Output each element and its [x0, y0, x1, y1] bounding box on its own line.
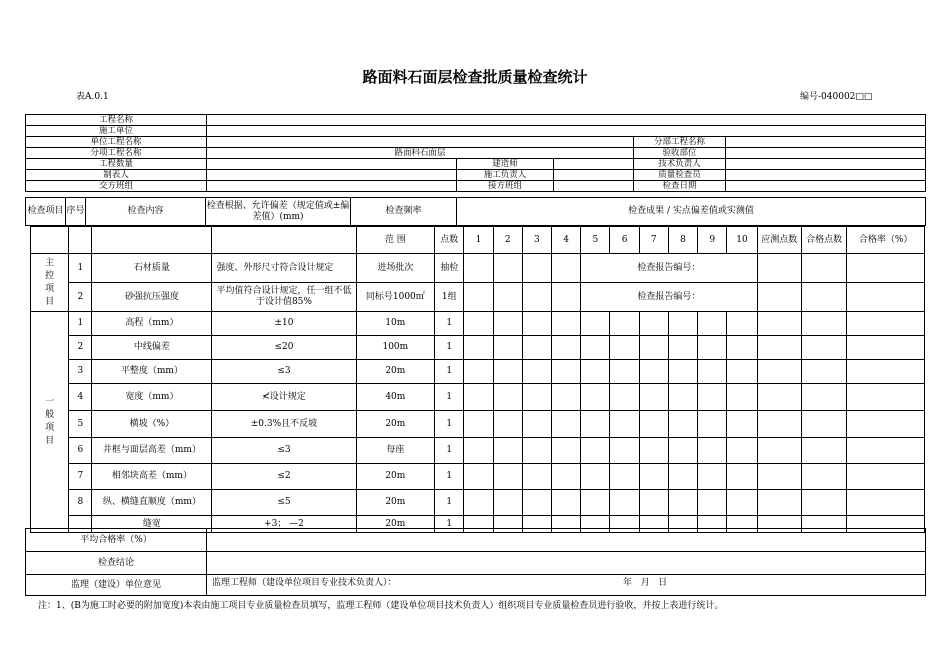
- builder-label: 建造师: [457, 159, 554, 170]
- result-cell[interactable]: [639, 360, 668, 384]
- result-cell[interactable]: [610, 464, 639, 490]
- result-cell[interactable]: [668, 360, 697, 384]
- result-cell[interactable]: [464, 336, 493, 360]
- item-basis: ±10: [212, 312, 356, 336]
- item-content: 石材质量: [92, 254, 212, 283]
- pass-points-cell[interactable]: [801, 384, 846, 411]
- tech-lead-value[interactable]: [726, 159, 926, 170]
- item-basis: ≤3: [212, 360, 356, 384]
- form-number: 表A.0.1: [76, 92, 109, 102]
- item-range: 每座: [356, 438, 435, 464]
- item-content: 砂强抗压强度: [92, 283, 212, 312]
- project-name-value[interactable]: [207, 115, 926, 126]
- result-cell[interactable]: [727, 490, 757, 516]
- pass-points-cell[interactable]: [801, 254, 846, 283]
- result-cell[interactable]: [552, 411, 581, 438]
- result-cell[interactable]: [698, 312, 727, 336]
- item-basis: ≤3: [212, 438, 356, 464]
- item-no: 7: [69, 464, 92, 490]
- construction-lead-value[interactable]: [554, 170, 634, 181]
- result-cell[interactable]: [727, 438, 757, 464]
- result-cell[interactable]: [464, 438, 493, 464]
- result-cell[interactable]: [610, 360, 639, 384]
- result-cell[interactable]: [581, 411, 610, 438]
- pass-points-cell[interactable]: [801, 464, 846, 490]
- sub-header-points: 点数: [435, 227, 464, 254]
- result-cell[interactable]: [552, 360, 581, 384]
- item-basis: +3； —2: [212, 516, 356, 533]
- sub-header-blank-1: [31, 227, 69, 254]
- sub-header-blank-3: [92, 227, 212, 254]
- sub-header-pass-rate: 合格率（%）: [847, 227, 925, 254]
- result-cell[interactable]: [493, 283, 522, 312]
- pass-rate-cell[interactable]: [847, 254, 925, 283]
- item-points: 1: [435, 516, 464, 533]
- result-cell[interactable]: [493, 490, 522, 516]
- item-content: 宽度（mm）: [92, 384, 212, 411]
- header-basis: 检查根据、允许偏差（规定值或±偏差值）(mm): [206, 198, 351, 226]
- result-cell[interactable]: [610, 438, 639, 464]
- result-cell[interactable]: [522, 411, 551, 438]
- result-cell[interactable]: [552, 312, 581, 336]
- result-cell[interactable]: [639, 464, 668, 490]
- item-content: 相邻块高差（mm）: [92, 464, 212, 490]
- info-table: [25, 114, 926, 192]
- sub-header-col-7: 7: [639, 227, 668, 254]
- item-no: 6: [69, 438, 92, 464]
- construction-lead-label: 施工负责人: [457, 170, 554, 181]
- inspection-date-value[interactable]: [726, 181, 926, 192]
- sub-item-value: 路面料石面层: [207, 148, 634, 159]
- should-points-cell[interactable]: [757, 254, 801, 283]
- item-no: 3: [69, 360, 92, 384]
- item-points: 1: [435, 336, 464, 360]
- result-cell[interactable]: [610, 384, 639, 411]
- item-no: 2: [69, 336, 92, 360]
- item-points: 1: [435, 360, 464, 384]
- result-cell[interactable]: [552, 464, 581, 490]
- result-cell[interactable]: [668, 336, 697, 360]
- item-basis: 平均值符合设计规定，任一组不低于设计值85%: [212, 283, 356, 312]
- result-cell[interactable]: [493, 312, 522, 336]
- sub-header-col-3: 3: [522, 227, 551, 254]
- footer-table: [25, 528, 926, 596]
- result-cell[interactable]: [639, 312, 668, 336]
- result-cell[interactable]: [581, 360, 610, 384]
- should-points-cell[interactable]: [757, 464, 801, 490]
- pass-points-cell[interactable]: [801, 490, 846, 516]
- acceptance-part-value[interactable]: [726, 148, 926, 159]
- sub-division-label: 分部工程名称: [634, 137, 726, 148]
- avg-pass-rate-value[interactable]: [207, 529, 926, 552]
- item-range: 20m: [356, 360, 435, 384]
- construction-unit-label: 施工单位: [26, 126, 207, 137]
- should-points-cell[interactable]: [757, 490, 801, 516]
- result-cell[interactable]: [464, 312, 493, 336]
- result-cell[interactable]: [464, 490, 493, 516]
- item-content: 缝宽: [92, 516, 212, 533]
- item-points: 抽检: [435, 254, 464, 283]
- inspection-date-label: 检查日期: [634, 181, 726, 192]
- item-points: 1: [435, 464, 464, 490]
- conclusion-value[interactable]: [207, 552, 926, 575]
- result-cell[interactable]: [727, 312, 757, 336]
- header-results: 检查成果 / 实点偏差值或实测值: [457, 198, 926, 226]
- general-group-label: 一般项目: [31, 312, 69, 533]
- pass-rate-cell[interactable]: [847, 464, 925, 490]
- result-cell[interactable]: [668, 464, 697, 490]
- item-content: 井框与面层高差（mm）: [92, 438, 212, 464]
- pass-rate-cell[interactable]: [847, 384, 925, 411]
- result-cell[interactable]: [610, 411, 639, 438]
- sub-header-pass-points: 合格点数: [801, 227, 846, 254]
- item-no: 5: [69, 411, 92, 438]
- result-cell[interactable]: [552, 336, 581, 360]
- result-cell[interactable]: [552, 384, 581, 411]
- item-range: 10m: [356, 312, 435, 336]
- handover-team-value[interactable]: [207, 181, 457, 192]
- should-points-cell[interactable]: [757, 360, 801, 384]
- result-cell[interactable]: [639, 384, 668, 411]
- result-cell[interactable]: [522, 384, 551, 411]
- item-content: 中线偏差: [92, 336, 212, 360]
- should-points-cell[interactable]: [757, 384, 801, 411]
- result-cell[interactable]: [668, 312, 697, 336]
- result-cell[interactable]: [639, 336, 668, 360]
- item-no: 8: [69, 490, 92, 516]
- result-cell[interactable]: [581, 312, 610, 336]
- item-range: 100m: [356, 336, 435, 360]
- sub-header-col-6: 6: [610, 227, 639, 254]
- unit-project-value[interactable]: [207, 137, 634, 148]
- result-cell[interactable]: [639, 438, 668, 464]
- result-cell[interactable]: [493, 254, 522, 283]
- item-points: 1: [435, 384, 464, 411]
- header-item: 检查项目: [26, 198, 66, 226]
- item-basis: ≤20: [212, 336, 356, 360]
- sub-header-col-4: 4: [552, 227, 581, 254]
- result-cell[interactable]: [522, 490, 551, 516]
- result-cell[interactable]: [581, 490, 610, 516]
- item-basis: ≤5: [212, 490, 356, 516]
- item-content: 纵、横缝直顺度（mm）: [92, 490, 212, 516]
- main-group-label: 主控项目: [31, 254, 69, 312]
- item-points: 1: [435, 411, 464, 438]
- sub-header-blank-4: [212, 227, 356, 254]
- supervision-value[interactable]: [207, 575, 926, 596]
- footnote: 注：1、(B为施工时必要的附加宽度)本表由施工项目专业质量检查员填写，监理工程师（建设单位项目技术负责人）组织项目专业质量检查员进行验收，并按上表进行统计。: [38, 601, 724, 611]
- item-content: 高程（mm）: [92, 312, 212, 336]
- item-basis: ≤2: [212, 464, 356, 490]
- result-cell[interactable]: [668, 438, 697, 464]
- pass-points-cell[interactable]: [801, 336, 846, 360]
- result-cell[interactable]: [522, 254, 551, 283]
- result-cell[interactable]: [493, 411, 522, 438]
- sub-header-col-10: 10: [727, 227, 757, 254]
- result-cell[interactable]: [610, 490, 639, 516]
- result-cell[interactable]: [698, 490, 727, 516]
- sub-item-label: 分项工程名称: [26, 148, 207, 159]
- pass-rate-cell[interactable]: [847, 411, 925, 438]
- result-cell[interactable]: [698, 438, 727, 464]
- result-cell[interactable]: [552, 283, 581, 312]
- result-cell[interactable]: [493, 464, 522, 490]
- quantity-value[interactable]: [207, 159, 457, 170]
- header-frequency: 检查频率: [351, 198, 457, 226]
- acceptance-part-label: 验收部位: [634, 148, 726, 159]
- result-cell[interactable]: [552, 254, 581, 283]
- result-cell[interactable]: [698, 384, 727, 411]
- result-cell[interactable]: [610, 336, 639, 360]
- pass-rate-cell[interactable]: [847, 438, 925, 464]
- result-cell[interactable]: [464, 360, 493, 384]
- result-cell[interactable]: [464, 254, 493, 283]
- item-content: 横坡（%）: [92, 411, 212, 438]
- sub-header-col-2: 2: [493, 227, 522, 254]
- result-cell[interactable]: [698, 411, 727, 438]
- pass-rate-cell[interactable]: [847, 336, 925, 360]
- item-points: 1: [435, 438, 464, 464]
- sub-header-col-5: 5: [581, 227, 610, 254]
- item-range: 20m: [356, 464, 435, 490]
- item-content: 平整度（mm）: [92, 360, 212, 384]
- pass-points-cell[interactable]: [801, 411, 846, 438]
- pass-rate-cell[interactable]: [847, 283, 925, 312]
- quality-inspector-value[interactable]: [726, 170, 926, 181]
- measurement-table: [30, 226, 925, 533]
- sub-header-blank-2: [69, 227, 92, 254]
- supervision-label: 监理（建设）单位意见: [26, 575, 207, 596]
- item-no: 4: [69, 384, 92, 411]
- sub-header-should-points: 应测点数: [757, 227, 801, 254]
- result-cell[interactable]: [464, 464, 493, 490]
- sub-header-col-9: 9: [698, 227, 727, 254]
- result-cell[interactable]: [610, 312, 639, 336]
- result-cell[interactable]: [522, 438, 551, 464]
- tech-lead-label: 技术负责人: [634, 159, 726, 170]
- header-content: 检查内容: [86, 198, 206, 226]
- item-range: 20m: [356, 411, 435, 438]
- pass-rate-cell[interactable]: [847, 490, 925, 516]
- result-cell[interactable]: [727, 360, 757, 384]
- item-no: 2: [69, 283, 92, 312]
- tabulator-label: 制表人: [26, 170, 207, 181]
- result-cell[interactable]: [581, 438, 610, 464]
- pass-points-cell[interactable]: [801, 360, 846, 384]
- pass-points-cell[interactable]: [801, 438, 846, 464]
- header-table: [25, 197, 926, 226]
- item-points: 1: [435, 490, 464, 516]
- receiving-team-value[interactable]: [554, 181, 634, 192]
- item-basis: ≮设计规定: [212, 384, 356, 411]
- result-cell[interactable]: [522, 312, 551, 336]
- sub-header-range: 范 围: [356, 227, 435, 254]
- item-range: 40m: [356, 384, 435, 411]
- result-cell[interactable]: [668, 411, 697, 438]
- result-cell[interactable]: [493, 360, 522, 384]
- builder-value[interactable]: [554, 159, 634, 170]
- sub-division-value[interactable]: [726, 137, 926, 148]
- result-cell[interactable]: [727, 384, 757, 411]
- result-cell[interactable]: [668, 384, 697, 411]
- result-cell[interactable]: [639, 411, 668, 438]
- item-basis: 强度、外形尺寸符合设计规定: [212, 254, 356, 283]
- result-cell[interactable]: [552, 438, 581, 464]
- result-cell[interactable]: [581, 336, 610, 360]
- item-no: 1: [69, 312, 92, 336]
- result-cell[interactable]: [464, 384, 493, 411]
- result-cell[interactable]: [668, 490, 697, 516]
- report-number-label: 检查报告编号：: [581, 283, 757, 312]
- result-cell[interactable]: [727, 336, 757, 360]
- quality-inspector-label: 质量检查员: [634, 170, 726, 181]
- receiving-team-label: 接方班组: [457, 181, 554, 192]
- result-cell[interactable]: [464, 411, 493, 438]
- should-points-cell[interactable]: [757, 411, 801, 438]
- pass-points-cell[interactable]: [801, 283, 846, 312]
- header-seq: 序号: [66, 198, 86, 226]
- report-number-label: 检查报告编号：: [581, 254, 757, 283]
- result-cell[interactable]: [493, 438, 522, 464]
- item-range: 20m: [356, 490, 435, 516]
- result-cell[interactable]: [581, 384, 610, 411]
- unit-project-label: 单位工程名称: [26, 137, 207, 148]
- item-no: 1: [69, 254, 92, 283]
- result-cell[interactable]: [727, 464, 757, 490]
- item-basis: ±0.3%且不反坡: [212, 411, 356, 438]
- item-points: 1组: [435, 283, 464, 312]
- result-cell[interactable]: [522, 464, 551, 490]
- conclusion-label: 检查结论: [26, 552, 207, 575]
- result-cell[interactable]: [698, 336, 727, 360]
- page-title: 路面料石面层检查批质量检查统计: [362, 68, 588, 86]
- construction-unit-value[interactable]: [207, 126, 926, 137]
- result-cell[interactable]: [464, 283, 493, 312]
- pass-rate-cell[interactable]: [847, 360, 925, 384]
- result-cell[interactable]: [522, 360, 551, 384]
- should-points-cell[interactable]: [757, 312, 801, 336]
- result-cell[interactable]: [639, 490, 668, 516]
- supervisor-sign-label: 监理工程师（建设单位项目专业技术负责人）：: [212, 578, 397, 588]
- sign-date-label: 年 月 日: [623, 578, 668, 588]
- item-range: 进场批次: [356, 254, 435, 283]
- result-cell[interactable]: [493, 336, 522, 360]
- sub-header-col-8: 8: [668, 227, 697, 254]
- result-cell[interactable]: [698, 360, 727, 384]
- tabulator-value[interactable]: [207, 170, 457, 181]
- should-points-cell[interactable]: [757, 438, 801, 464]
- result-cell[interactable]: [522, 336, 551, 360]
- pass-points-cell[interactable]: [801, 312, 846, 336]
- item-range: 同标号1000㎡: [356, 283, 435, 312]
- code-number: 编号-040002□□: [800, 92, 873, 102]
- result-cell[interactable]: [522, 283, 551, 312]
- result-cell[interactable]: [698, 464, 727, 490]
- sub-header-col-1: 1: [464, 227, 493, 254]
- should-points-cell[interactable]: [757, 283, 801, 312]
- quantity-label: 工程数量: [26, 159, 207, 170]
- result-cell[interactable]: [493, 384, 522, 411]
- handover-team-label: 交方班组: [26, 181, 207, 192]
- item-points: 1: [435, 312, 464, 336]
- pass-rate-cell[interactable]: [847, 312, 925, 336]
- should-points-cell[interactable]: [757, 336, 801, 360]
- result-cell[interactable]: [581, 464, 610, 490]
- result-cell[interactable]: [727, 411, 757, 438]
- project-name-label: 工程名称: [26, 115, 207, 126]
- item-range: 20m: [356, 516, 435, 533]
- result-cell[interactable]: [552, 490, 581, 516]
- avg-pass-rate-label: 平均合格率（%）: [26, 529, 207, 552]
